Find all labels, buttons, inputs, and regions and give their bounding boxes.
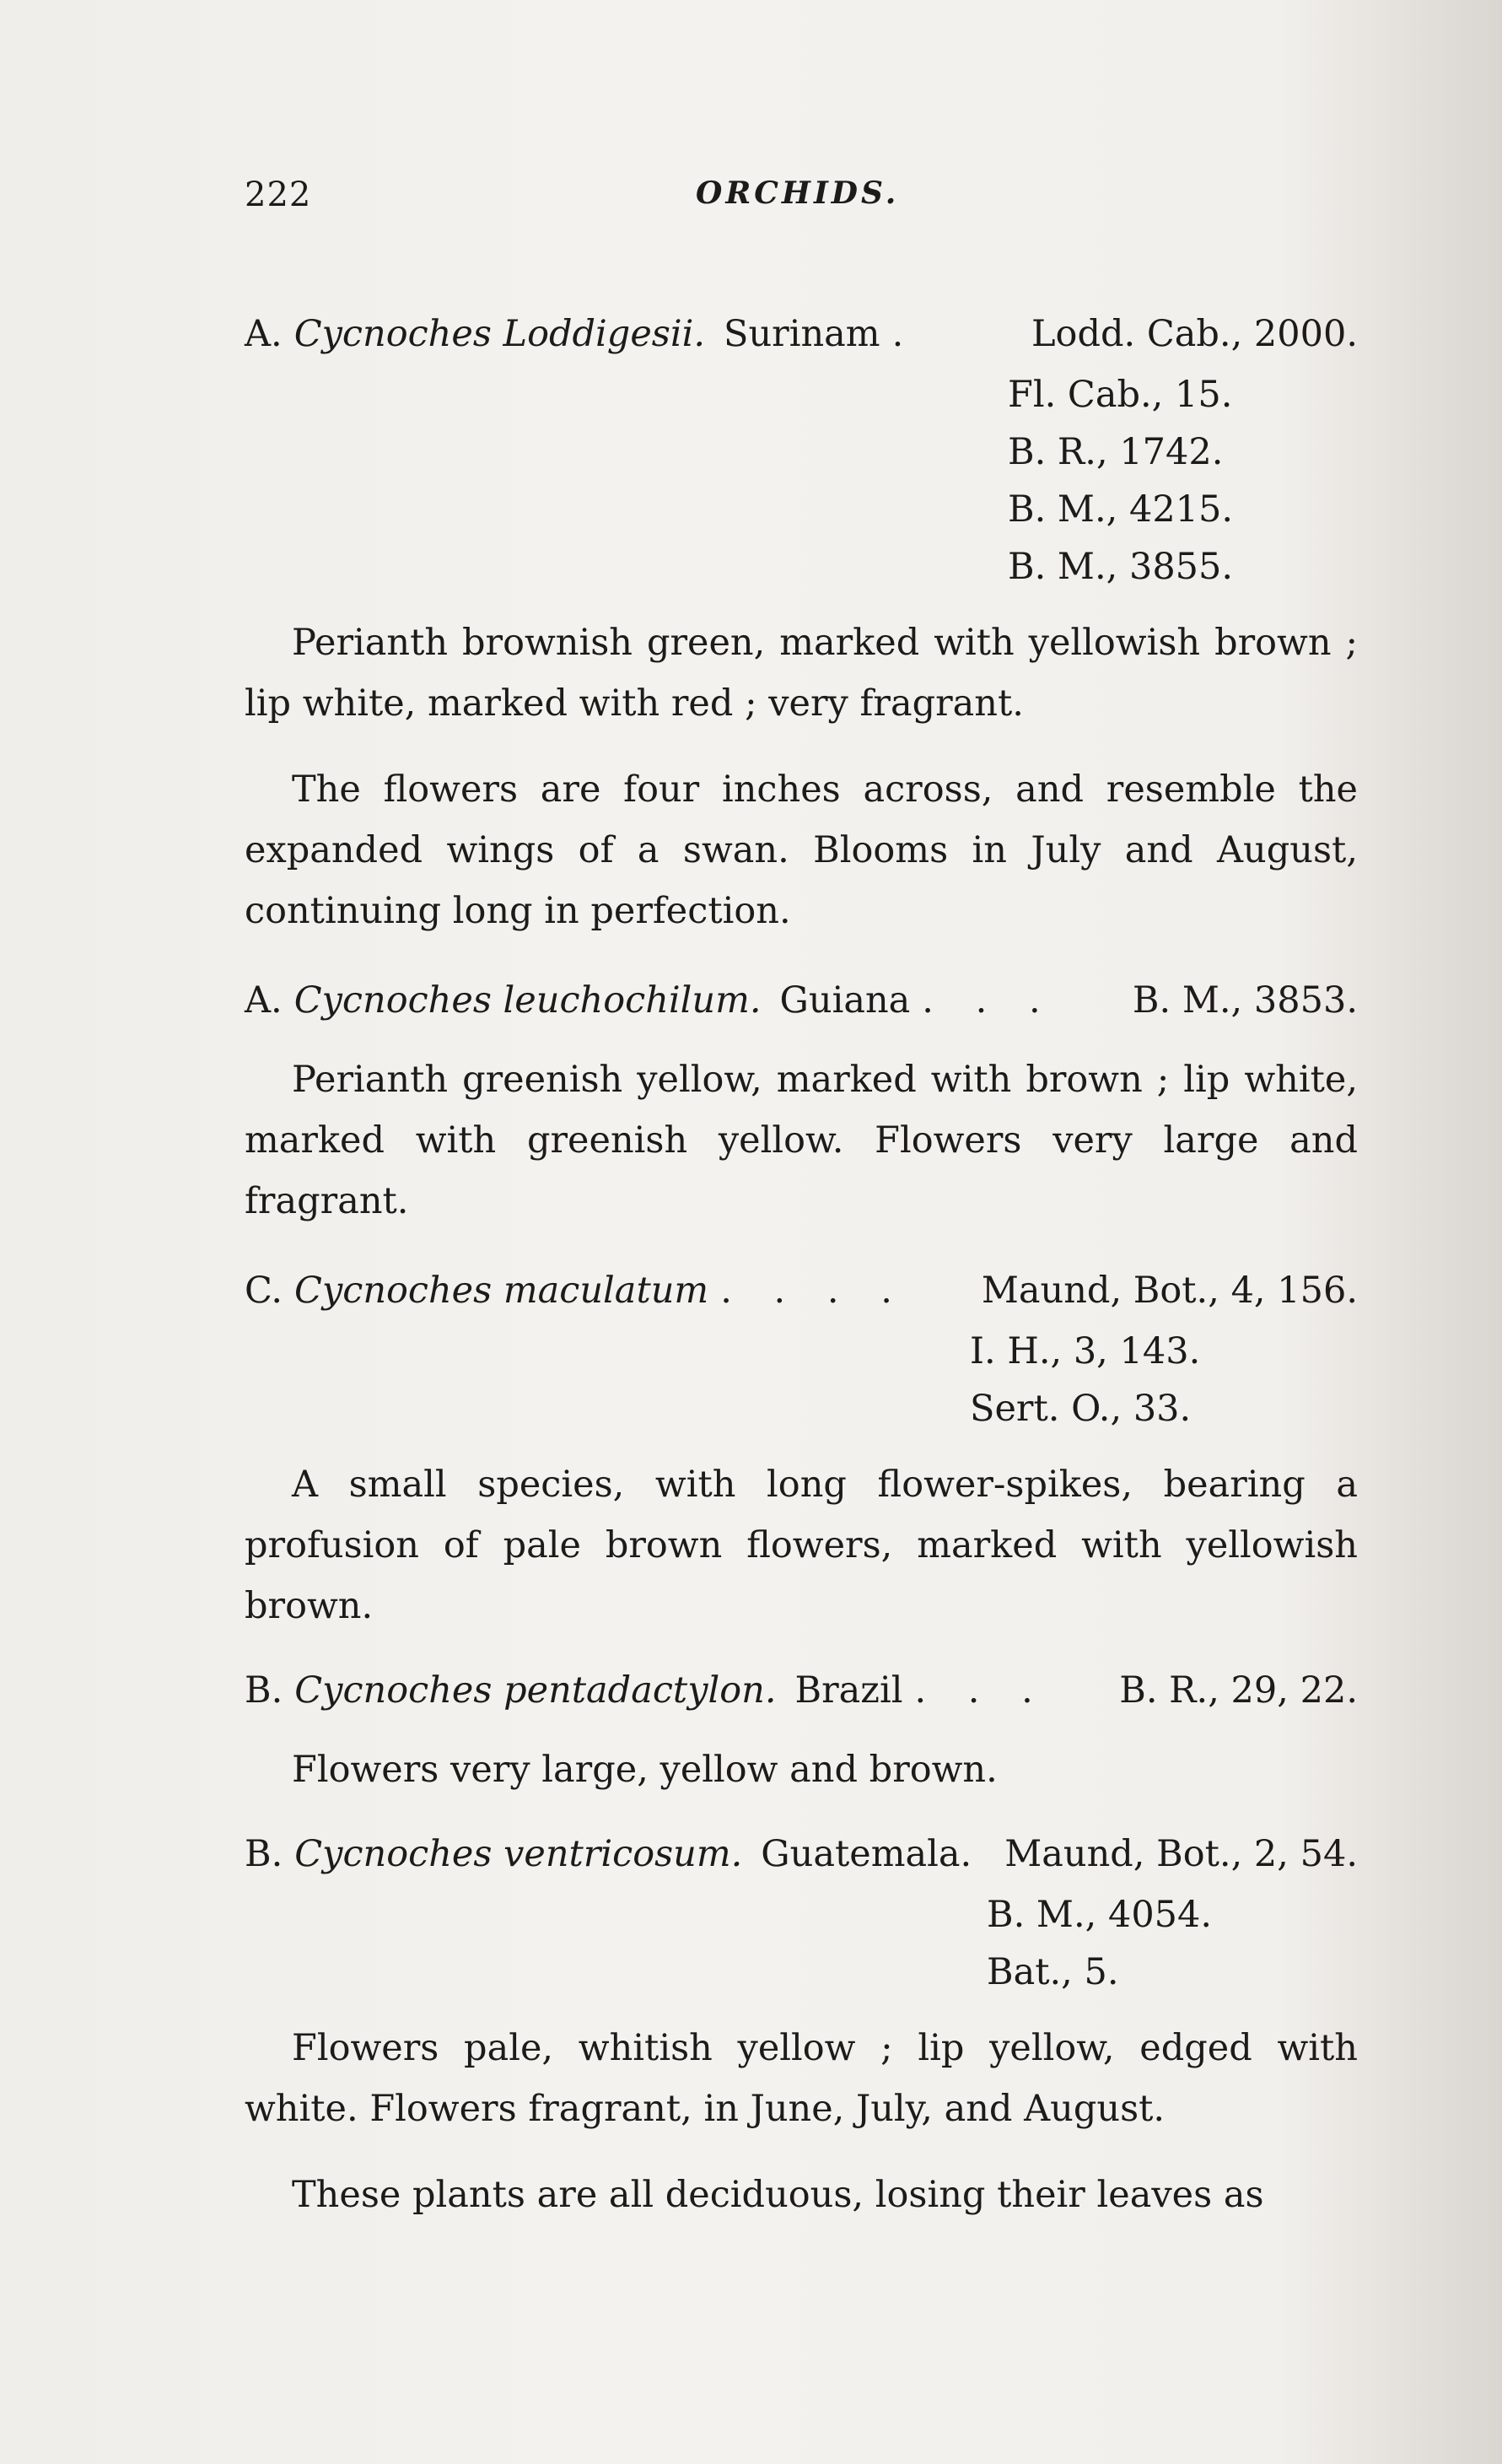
entry-species: Cycnoches Loddigesii.	[293, 313, 706, 355]
description-paragraph: Flowers very large, yellow and brown.	[292, 1749, 998, 1791]
entry-leader-dots: . . . .	[720, 1270, 907, 1312]
entry-reference: I. H., 3, 143.	[970, 1330, 1201, 1372]
description-paragraph: The flowers are four inches across, and resemble the expanded wings of a swan. Blooms in July and August, continuing long in perfection.	[245, 768, 1358, 932]
entry-grade: B.	[245, 1833, 283, 1875]
entry-region: Brazil	[794, 1669, 903, 1712]
entry-leader-dots: .	[891, 313, 919, 355]
entry-reference: Sert. O., 33.	[970, 1388, 1192, 1430]
entry-line	[245, 304, 1358, 364]
entry-reference: B. M., 3853.	[1132, 979, 1358, 1022]
page-number: 222	[245, 175, 312, 214]
entry-grade: A.	[245, 313, 283, 355]
species-entry	[245, 1824, 1358, 1999]
entry-species: Cycnoches pentadactylon.	[294, 1669, 777, 1712]
description-paragraph: A small species, with long flower-spikes, bearing a profusion of pale brown flowers, marked with yellowish brown.	[245, 1464, 1358, 1627]
entry-grade: A.	[245, 979, 283, 1022]
species-entry	[245, 304, 1358, 594]
entry-line	[245, 970, 1358, 1031]
entry-grade: C.	[245, 1270, 283, 1312]
species-entry	[245, 1660, 1358, 1721]
description-paragraph: Perianth greenish yellow, marked with brown ; lip white, marked with greenish yellow. Flowers very large and fragrant.	[245, 1059, 1358, 1222]
description-paragraph: These plants are all deciduous, losing their leaves as	[292, 2174, 1264, 2216]
description-paragraph: Perianth brownish green, marked with yellowish brown ; lip white, marked with red ; very fragrant.	[245, 622, 1358, 725]
page-header	[245, 175, 1358, 226]
entry-reference: Bat., 5.	[987, 1951, 1119, 1993]
entry-reference: B. R., 29, 22.	[1119, 1669, 1358, 1712]
entry-reference: B. R., 1742.	[1008, 431, 1224, 473]
entry-line	[245, 1660, 1358, 1721]
entry-species: Cycnoches leuchochilum.	[293, 979, 762, 1022]
species-entry	[245, 970, 1358, 1031]
entry-species: Cycnoches maculatum	[294, 1270, 709, 1312]
entry-region: Surinam	[724, 313, 880, 355]
entry-region: Guiana	[779, 979, 911, 1022]
entry-line	[245, 1824, 1358, 1884]
entry-reference: Maund, Bot., 4, 156.	[981, 1270, 1358, 1312]
entry-line	[245, 1260, 1358, 1321]
running-head: ORCHIDS.	[696, 175, 900, 211]
entry-leader-dots: . . .	[922, 979, 1056, 1022]
entry-reference: Maund, Bot., 2, 54.	[1004, 1833, 1358, 1875]
entry-region: Guatemala.	[761, 1833, 972, 1875]
entry-grade: B.	[245, 1669, 283, 1712]
page-body	[245, 304, 1358, 2244]
entry-reference: B. M., 4054.	[987, 1894, 1213, 1936]
entry-reference: Lodd. Cab., 2000.	[1031, 313, 1358, 355]
species-entry	[245, 1260, 1358, 1436]
entry-leader-dots: . . .	[914, 1669, 1048, 1712]
description-paragraph: Flowers pale, whitish yellow ; lip yellow, edged with white. Flowers fragrant, in June, July, and August.	[245, 2027, 1358, 2130]
entry-species: Cycnoches ventricosum.	[294, 1833, 743, 1875]
entry-reference: Fl. Cab., 15.	[1008, 374, 1233, 416]
entry-reference: B. M., 4215.	[1008, 488, 1234, 531]
entry-reference: B. M., 3855.	[1008, 546, 1234, 588]
